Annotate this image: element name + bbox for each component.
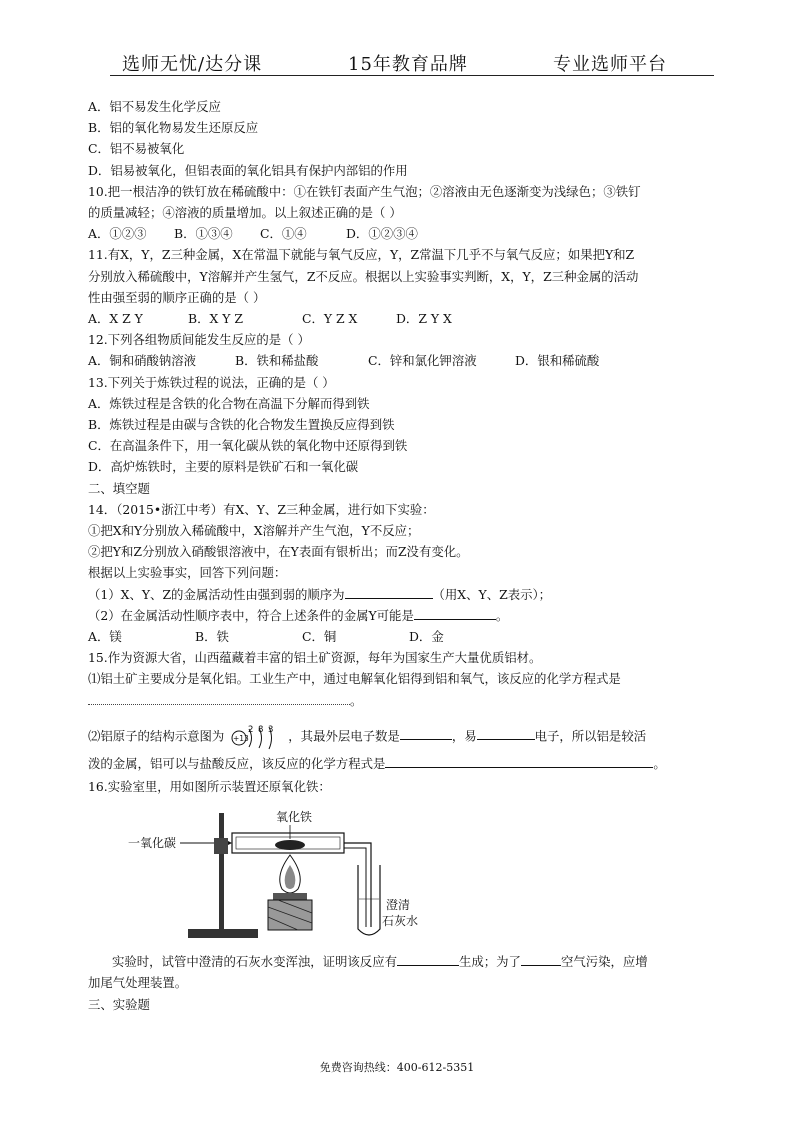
q14-option-d: D．金 [409,629,444,645]
q15-gain-lose-blank[interactable] [477,727,535,740]
q9-option-d: D．铝易被氧化，但铝表面的氧化铝具有保护内部铝的作用 [88,162,408,178]
q11-stem-line3: 性由强至弱的顺序正确的是（ ） [88,289,266,305]
header-left: 选师无忧/达分课 [122,54,263,75]
q12-option-a: A．铜和硝酸钠溶液 [88,353,197,369]
q11-stem-line1: 11.有X，Y，Z三种金属，X在常温下就能与氧气反应，Y，Z常温下几乎不与氧气反应；如果把Y和Z [88,247,635,263]
q10-stem-line1: 10.把一根洁净的铁钉放在稀硫酸中：①在铁钉表面产生气泡；②溶液由无色逐渐变为浅绿色；③铁钉 [88,183,641,199]
q15-sub1-answer-line [88,690,708,711]
q11-option-c: C．Y Z X [302,311,358,327]
q16-stem: 16.实验室里，用如图所示装置还原氧化铁： [88,778,331,794]
q16-text-post: 空气污染，应增 [560,954,648,970]
label-iron-oxide: 氧化铁 [276,810,313,825]
q10-options [88,223,708,244]
q16-prevent-blank[interactable] [521,953,561,966]
header-divider [110,75,714,76]
q13-option-b: B．炼铁过程是由碳与含铁的化合物发生置换反应得到铁 [88,417,395,433]
page-header [0,46,794,76]
atom-shell-1: 2 [248,724,254,735]
q11-stem-line2: 分别放入稀硫酸中，Y溶解并产生氢气，Z不反应。根据以上实验事实判断，X，Y，Z三种金属的活动 [88,268,639,284]
apparatus-drawing [128,805,418,945]
q12-option-d: D．银和稀硫酸 [515,353,600,369]
q16-text-line1 [88,951,708,972]
q14-prompt: 根据以上实验事实，回答下列问题： [88,565,287,581]
q14-experiment-2: ②把Y和Z分别放入硝酸银溶液中，在Y表面有银析出；而Z没有变化。 [88,544,469,560]
atom-nucleus-label: +13 [233,733,250,743]
q15-sub1: ⑴铝土矿主要成分是氧化铝。工业生产中，通过电解氧化铝得到铝和氧气，该反应的化学方程式是 [88,671,621,687]
atom-shell-2: 8 [258,724,264,735]
q13-option-c: C．在高温条件下，用一氧化碳从铁的氧化物中还原得到铁 [88,438,408,454]
q14-options [88,626,708,647]
q12-option-b: B．铁和稀盐酸 [235,353,319,369]
header-center: 15年教育品牌 [348,54,468,75]
q11-option-b: B．X Y Z [188,311,243,327]
q11-option-d: D．Z Y X [396,311,452,327]
q14-sub2 [88,605,708,626]
q15-sub1-end: 。 [350,692,363,708]
q14-option-b: B．铁 [195,629,229,645]
q10-option-d: D．①②③④ [346,226,418,242]
q13-option-a: A．炼铁过程是含铁的化合物在高温下分解而得到铁 [88,395,370,411]
q9-option-c: C．铝不易被氧化 [88,141,185,157]
iron-oxide-reduction-apparatus [128,805,418,945]
q14-sub1 [88,584,708,605]
q15-sub2-mid3: 电子，所以铝是较活 [534,728,647,744]
q14-sub2-tail: 。 [495,607,509,623]
q16-text-line2: 加尾气处理装置。 [88,975,188,991]
q14-experiment-1: ①把X和Y分别放入稀硫酸中，X溶解并产生气泡，Y不反应； [88,523,420,539]
document-body [88,96,708,1015]
q9-option-a: A．铝不易发生化学反应 [88,99,221,114]
q16-product-blank[interactable] [397,953,459,966]
q15-electron-count-blank[interactable] [400,727,452,740]
q15-stem: 15.作为资源大省，山西蕴藏着丰富的铝土矿资源，每年为国家生产大量优质铝材。 [88,650,542,666]
label-carbon-monoxide: 一氧化碳 [128,836,177,851]
q15-sub2-line1 [88,723,708,751]
q11-option-a: A．X Z Y [88,311,143,327]
q12-option-c: C．锌和氯化钾溶液 [368,353,477,369]
q10-option-b: B．①③④ [174,226,233,242]
q11-options [88,308,708,329]
q14-sub2-blank[interactable] [414,607,496,620]
q12-stem: 12.下列各组物质间能发生反应的是（ ） [88,332,310,348]
q10-stem-line2: 的质量减轻；④溶液的质量增加。以上叙述正确的是（ ） [88,205,402,221]
aluminum-atom-diagram [228,723,284,751]
header-right: 专业选师平台 [553,54,667,75]
q13-option-d: D．高炉炼铁时，主要的原料是铁矿石和一氧化碳 [88,459,359,475]
q13-stem: 13.下列关于炼铁过程的说法，正确的是（ ） [88,374,335,390]
q9-option-b: B．铝的氧化物易发生还原反应 [88,120,259,136]
q14-option-a: A．镁 [88,629,122,645]
q14-sub1-text: （1）X、Y、Z的金属活动性由强到弱的顺序为 [88,586,345,602]
q15-sub1-blank[interactable] [88,692,350,705]
q15-sub2-line2 [88,751,708,776]
q15-sub2-line2-end: 。 [653,755,666,771]
atom-shell-3: 3 [268,724,274,735]
q15-equation-blank[interactable] [385,755,653,768]
q14-sub2-text: （2）在金属活动性顺序表中，符合上述条件的金属Y可能是 [88,607,414,623]
section-experiment-title: 三、实验题 [88,996,150,1012]
q15-sub2-line2-text: 泼的金属，铝可以与盐酸反应，该反应的化学方程式是 [88,755,386,771]
q12-options [88,350,708,371]
q10-option-c: C．①④ [260,226,307,242]
section-fill-in-title: 二、填空题 [88,480,150,496]
label-limewater: 石灰水 [382,914,418,929]
label-clear: 澄清 [386,898,411,913]
q15-sub2-mid1: ，其最外层电子数是 [288,728,400,744]
footer-hotline: 免费咨询热线：400-612-5351 [319,1061,475,1074]
q15-sub2-mid2: ，易 [451,728,477,744]
q14-sub1-blank[interactable] [345,586,433,599]
q14-stem: 14．（2015•浙江中考）有X、Y、Z三种金属，进行如下实验： [88,501,435,517]
q14-sub1-tail: （用X、Y、Z表示）； [432,586,552,602]
q14-option-c: C．铜 [302,629,337,645]
q10-option-a: A．①②③ [88,226,147,242]
q16-text-mid: 生成；为了 [458,954,521,970]
q15-sub2-text: ⑵铝原子的结构示意图为 [88,728,225,744]
q16-text-pre: 实验时，试管中澄清的石灰水变浑浊，证明该反应有 [112,954,397,970]
